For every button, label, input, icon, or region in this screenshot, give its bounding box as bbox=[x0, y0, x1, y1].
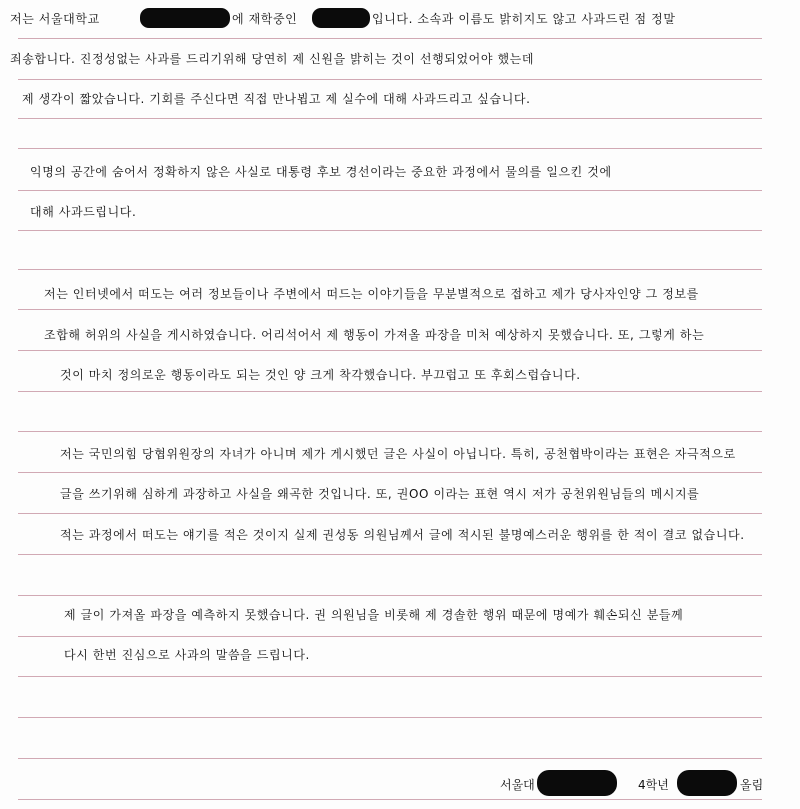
text-segment: 글을 쓰기위해 심하게 과장하고 사실을 왜곡한 것입니다. 또, 권OO 이라는 표현 역시 저가 공천위원님들의 메시지를 bbox=[60, 487, 700, 501]
letter-line bbox=[44, 285, 699, 302]
ruled-line bbox=[18, 595, 762, 596]
ruled-line bbox=[18, 38, 762, 39]
letter-line bbox=[372, 10, 676, 27]
ruled-line bbox=[18, 554, 762, 555]
ruled-line bbox=[18, 148, 762, 149]
ruled-line bbox=[18, 230, 762, 231]
text-segment: 저는 인터넷에서 떠도는 여러 정보들이나 주변에서 떠드는 이야기들을 무분별적으로 접하고 제가 당사자인양 그 정보를 bbox=[44, 287, 699, 301]
text-segment: 다시 한번 진심으로 사과의 말씀을 드립니다. bbox=[64, 648, 310, 662]
letter-line bbox=[60, 485, 699, 502]
letter-line bbox=[64, 646, 310, 663]
ruled-line bbox=[18, 391, 762, 392]
text-segment: 제 생각이 짧았습니다. 기회를 주신다면 직접 만나뵙고 제 실수에 대해 사과드리고 싶습니다. bbox=[22, 92, 531, 106]
ruled-line bbox=[18, 269, 762, 270]
signature-year: 4학년 bbox=[638, 778, 669, 792]
signature-school: 서울대 bbox=[500, 778, 535, 792]
text-segment: 제 글이 가져올 파장을 예측하지 못했습니다. 권 의원님을 비롯해 제 경솔한 행위 때문에 명예가 훼손되신 분들께 bbox=[64, 608, 684, 622]
letter-line bbox=[22, 90, 531, 107]
ruled-line bbox=[18, 472, 762, 473]
ruled-line bbox=[18, 676, 762, 677]
redaction-bar bbox=[312, 8, 370, 28]
ruled-line bbox=[18, 79, 762, 80]
letter-line bbox=[30, 163, 612, 180]
redaction-bar bbox=[537, 770, 617, 796]
letter-line bbox=[64, 606, 683, 623]
ruled-line bbox=[18, 717, 762, 718]
letter-line bbox=[232, 10, 297, 27]
text-segment: 적는 과정에서 떠도는 얘기를 적은 것이지 실제 권성동 의원님께서 글에 적시된 불명예스러운 행위를 한 적이 결코 없습니다. bbox=[60, 528, 745, 542]
signature-closing: 올림 bbox=[740, 778, 764, 792]
text-segment: 입니다. 소속과 이름도 밝히지도 않고 사과드린 점 정말 bbox=[372, 12, 676, 26]
ruled-line bbox=[18, 758, 762, 759]
ruled-line bbox=[18, 309, 762, 310]
text-segment: 대해 사과드립니다. bbox=[30, 205, 137, 219]
letter-line bbox=[10, 50, 534, 67]
redaction-bar bbox=[140, 8, 230, 28]
text-segment: 익명의 공간에 숨어서 정확하지 않은 사실로 대통령 후보 경선이라는 중요한 과정에서 물의를 일으킨 것에 bbox=[30, 165, 612, 179]
letter-line bbox=[44, 326, 704, 343]
text-segment: 조합해 허위의 사실을 게시하였습니다. 어리석어서 제 행동이 가져올 파장을 미처 예상하지 못했습니다. 또, 그렇게 하는 bbox=[44, 328, 705, 342]
text-segment: 것이 마치 정의로운 행동이라도 되는 것인 양 크게 착각했습니다. 부끄럽고 또 후회스럽습니다. bbox=[60, 368, 581, 382]
text-segment: 저는 서울대학교 bbox=[10, 12, 100, 26]
ruled-line bbox=[18, 350, 762, 351]
letter-line bbox=[60, 445, 736, 462]
letter-line bbox=[10, 10, 100, 27]
text-segment: 저는 국민의힘 당협위원장의 자녀가 아니며 제가 게시했던 글은 사실이 아닙니다. 특히, 공천협박이라는 표현은 자극적으로 bbox=[60, 447, 736, 461]
text-segment: 에 재학중인 bbox=[232, 12, 298, 26]
redaction-bar bbox=[677, 770, 737, 796]
letter-line bbox=[60, 366, 581, 383]
letter-line bbox=[30, 203, 136, 220]
ruled-line bbox=[18, 118, 762, 119]
letter-line bbox=[60, 526, 745, 543]
ruled-line bbox=[18, 799, 762, 800]
text-segment: 죄송합니다. 진정성없는 사과를 드리기위해 당연히 제 신원을 밝히는 것이 선행되었어야 했는데 bbox=[10, 52, 535, 66]
ruled-line bbox=[18, 513, 762, 514]
ruled-line bbox=[18, 636, 762, 637]
ruled-line bbox=[18, 190, 762, 191]
ruled-line bbox=[18, 431, 762, 432]
